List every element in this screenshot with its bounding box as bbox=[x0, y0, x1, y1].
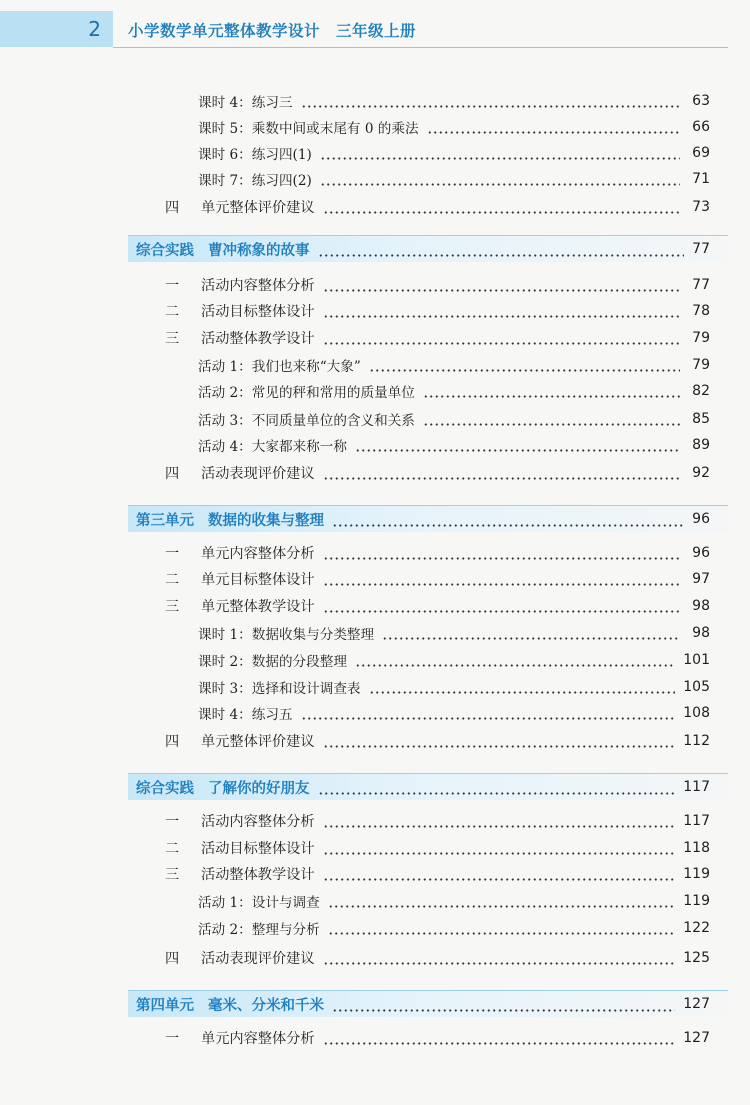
toc-entry-label: 单元内容整体分析 bbox=[201, 546, 315, 562]
toc-page-number: 77 bbox=[692, 241, 710, 257]
toc-page-number: 119 bbox=[683, 866, 710, 882]
toc-page-number: 71 bbox=[692, 171, 710, 187]
dot-leader bbox=[323, 728, 676, 754]
toc-lesson-entry[interactable] bbox=[198, 915, 710, 941]
dot-leader bbox=[323, 540, 680, 566]
dot-leader bbox=[423, 378, 680, 404]
toc-unit-title bbox=[136, 994, 324, 1015]
toc-section-number: 一 bbox=[165, 278, 180, 294]
toc-entry-title bbox=[165, 596, 315, 616]
toc-page-number: 89 bbox=[692, 437, 710, 453]
toc-lesson-entry[interactable] bbox=[198, 432, 710, 458]
toc-section-entry[interactable] bbox=[165, 272, 710, 298]
toc-entry-title bbox=[165, 864, 315, 884]
page-header bbox=[0, 0, 750, 56]
toc-page-number: 96 bbox=[692, 511, 710, 527]
toc-unit-prefix: 第四单元 bbox=[136, 997, 194, 1014]
toc-page-number: 97 bbox=[692, 571, 710, 587]
toc-section-number: 一 bbox=[165, 1031, 180, 1047]
toc-section-entry[interactable] bbox=[165, 593, 710, 619]
dot-leader bbox=[323, 325, 680, 351]
toc-entry-title bbox=[198, 355, 361, 375]
toc-unit-heading[interactable] bbox=[128, 235, 728, 262]
dot-leader bbox=[328, 888, 676, 914]
toc-unit-heading[interactable] bbox=[128, 505, 728, 532]
dot-leader bbox=[323, 861, 676, 887]
dot-leader bbox=[301, 88, 680, 114]
toc-section-entry[interactable] bbox=[165, 808, 710, 834]
toc-entry-title bbox=[165, 328, 315, 348]
dot-leader bbox=[355, 432, 680, 458]
book-title: 小学数学单元整体教学设计 三年级上册 bbox=[128, 22, 417, 40]
toc-entry-label: 单元整体教学设计 bbox=[201, 599, 315, 615]
toc-section-number: 二 bbox=[165, 841, 180, 857]
toc-page-number: 119 bbox=[683, 893, 710, 909]
toc-entry-label: 单元整体评价建议 bbox=[201, 734, 315, 750]
toc-entry-label: 活动目标整体设计 bbox=[201, 841, 315, 857]
toc-unit-prefix: 第三单元 bbox=[136, 512, 194, 529]
toc-entry-label: 活动表现评价建议 bbox=[201, 466, 315, 482]
dot-leader bbox=[332, 506, 684, 533]
toc-entry-title bbox=[165, 543, 315, 563]
toc-entry-label: 课时 4：练习五 bbox=[198, 707, 293, 723]
dot-leader bbox=[423, 406, 680, 432]
toc-lesson-entry[interactable] bbox=[198, 140, 710, 166]
toc-entry-title bbox=[198, 117, 419, 137]
toc-page-number: 69 bbox=[692, 145, 710, 161]
dot-leader bbox=[427, 114, 680, 140]
toc-section-number: 一 bbox=[165, 546, 180, 562]
toc-entry-title bbox=[198, 677, 361, 697]
toc-page-number: 117 bbox=[683, 779, 710, 795]
toc-section-number: 四 bbox=[165, 734, 180, 750]
toc-lesson-entry[interactable] bbox=[198, 888, 710, 914]
toc-entry-title bbox=[165, 838, 315, 858]
toc-page-number: 78 bbox=[692, 303, 710, 319]
toc-page-number: 98 bbox=[692, 625, 710, 641]
toc-lesson-entry[interactable] bbox=[198, 406, 710, 432]
toc-entry-label: 活动 4：大家都来称一称 bbox=[198, 439, 347, 455]
toc-page-number: 112 bbox=[683, 733, 710, 749]
toc-unit-label: 了解你的好朋友 bbox=[208, 780, 310, 797]
toc-entry-label: 课时 7：练习四(2) bbox=[198, 173, 312, 189]
toc-entry-label: 活动 3：不同质量单位的含义和关系 bbox=[198, 413, 415, 429]
toc-page-number: 79 bbox=[692, 330, 710, 346]
toc-entry-title bbox=[198, 169, 312, 189]
toc-entry-label: 活动目标整体设计 bbox=[201, 304, 315, 320]
toc-entry-label: 课时 6：练习四(1) bbox=[198, 147, 312, 163]
toc-entry-label: 单元整体评价建议 bbox=[201, 200, 315, 216]
header-rule bbox=[113, 47, 728, 48]
toc-page-number: 73 bbox=[692, 199, 710, 215]
toc-entry-title bbox=[198, 623, 374, 643]
toc-lesson-entry[interactable] bbox=[198, 352, 710, 378]
toc-entry-label: 课时 3：选择和设计调查表 bbox=[198, 681, 361, 697]
toc-entry-label: 活动整体教学设计 bbox=[201, 331, 315, 347]
toc-unit-prefix: 综合实践 bbox=[136, 242, 194, 259]
toc-entry-label: 课时 1：数据收集与分类整理 bbox=[198, 627, 375, 643]
toc-section-number: 三 bbox=[165, 599, 180, 615]
toc-entry-title bbox=[165, 948, 315, 968]
toc-page-number: 108 bbox=[683, 705, 710, 721]
dot-leader bbox=[318, 774, 676, 801]
toc-section-entry[interactable] bbox=[165, 325, 710, 351]
toc-page-number: 127 bbox=[683, 996, 710, 1012]
toc-page-number: 127 bbox=[683, 1030, 710, 1046]
dot-leader bbox=[323, 945, 676, 971]
toc-section-entry[interactable] bbox=[165, 835, 710, 861]
toc-section-entry[interactable] bbox=[165, 540, 710, 566]
toc-section-entry[interactable] bbox=[165, 728, 710, 754]
toc-page-number: 92 bbox=[692, 465, 710, 481]
toc-section-number: 四 bbox=[165, 466, 180, 482]
toc-section-entry[interactable] bbox=[165, 566, 710, 592]
toc-page-number: 105 bbox=[683, 679, 710, 695]
toc-lesson-entry[interactable] bbox=[198, 647, 710, 673]
toc-lesson-entry[interactable] bbox=[198, 88, 710, 114]
toc-section-entry[interactable] bbox=[165, 1025, 710, 1051]
dot-leader bbox=[382, 620, 680, 646]
toc-lesson-entry[interactable] bbox=[198, 114, 710, 140]
toc-section-number: 四 bbox=[165, 951, 180, 967]
toc-page-number: 77 bbox=[692, 277, 710, 293]
toc-page-number: 96 bbox=[692, 545, 710, 561]
toc-entry-title bbox=[165, 301, 315, 321]
toc-section-number: 一 bbox=[165, 814, 180, 830]
dot-leader bbox=[323, 272, 680, 298]
toc-entry-label: 活动 1：我们也来称“大象” bbox=[198, 359, 361, 375]
toc-section-entry[interactable] bbox=[165, 460, 710, 486]
toc-page-number: 118 bbox=[683, 840, 710, 856]
dot-leader bbox=[320, 166, 680, 192]
toc-entry-title bbox=[198, 435, 347, 455]
toc-entry-label: 单元目标整体设计 bbox=[201, 572, 315, 588]
toc-page-number: 125 bbox=[683, 950, 710, 966]
toc-entry-title bbox=[165, 1028, 315, 1048]
toc-page-number: 117 bbox=[683, 813, 710, 829]
toc-entry-label: 活动 2：常见的秤和常用的质量单位 bbox=[198, 385, 415, 401]
toc-entry-label: 课时 5：乘数中间或末尾有 0 的乘法 bbox=[198, 121, 419, 137]
toc-page-number: 85 bbox=[692, 411, 710, 427]
dot-leader bbox=[301, 700, 676, 726]
toc-entry-title bbox=[198, 650, 347, 670]
toc-page-number: 63 bbox=[692, 93, 710, 109]
dot-leader bbox=[318, 236, 685, 263]
toc-entry-title bbox=[198, 91, 293, 111]
toc-lesson-entry[interactable] bbox=[198, 700, 710, 726]
toc-entry-title bbox=[198, 918, 320, 938]
toc-entry-title bbox=[198, 409, 415, 429]
toc-page-number: 122 bbox=[683, 920, 710, 936]
toc-entry-title bbox=[165, 197, 315, 217]
toc-entry-label: 活动 1：设计与调查 bbox=[198, 895, 320, 911]
toc-unit-title bbox=[136, 239, 310, 260]
dot-leader bbox=[369, 674, 676, 700]
toc-unit-label: 毫米、分米和千米 bbox=[208, 997, 324, 1014]
toc-entry-label: 活动 2：整理与分析 bbox=[198, 922, 320, 938]
dot-leader bbox=[369, 352, 680, 378]
toc-lesson-entry[interactable] bbox=[198, 378, 710, 404]
toc-entry-title bbox=[198, 703, 293, 723]
toc-unit-prefix: 综合实践 bbox=[136, 780, 194, 797]
toc-entry-title bbox=[165, 463, 315, 483]
page-number: 2 bbox=[0, 11, 113, 47]
dot-leader bbox=[323, 194, 680, 220]
toc-page-number: 101 bbox=[683, 652, 710, 668]
dot-leader bbox=[332, 991, 675, 1018]
toc-page-number: 98 bbox=[692, 598, 710, 614]
toc-entry-label: 活动整体教学设计 bbox=[201, 867, 315, 883]
toc-lesson-entry[interactable] bbox=[198, 620, 710, 646]
toc-entry-title bbox=[165, 811, 315, 831]
toc-unit-title bbox=[136, 777, 310, 798]
toc-section-number: 三 bbox=[165, 331, 180, 347]
dot-leader bbox=[323, 593, 680, 619]
toc-unit-title bbox=[136, 509, 324, 530]
dot-leader bbox=[323, 808, 676, 834]
dot-leader bbox=[328, 915, 676, 941]
dot-leader bbox=[323, 298, 680, 324]
toc-entry-title bbox=[165, 569, 315, 589]
toc-section-entry[interactable] bbox=[165, 945, 710, 971]
toc-page-number: 66 bbox=[692, 119, 710, 135]
toc-page-number: 82 bbox=[692, 383, 710, 399]
toc-unit-heading[interactable] bbox=[128, 990, 728, 1017]
toc-entry-title bbox=[198, 381, 415, 401]
dot-leader bbox=[323, 566, 680, 592]
dot-leader bbox=[323, 835, 676, 861]
toc-entry-title bbox=[165, 731, 315, 751]
toc-entry-label: 课时 4：练习三 bbox=[198, 95, 293, 111]
toc-section-number: 三 bbox=[165, 867, 180, 883]
dot-leader bbox=[355, 647, 675, 673]
toc-entry-label: 课时 2：数据的分段整理 bbox=[198, 654, 347, 670]
dot-leader bbox=[320, 140, 680, 166]
toc-section-entry[interactable] bbox=[165, 298, 710, 324]
toc-lesson-entry[interactable] bbox=[198, 166, 710, 192]
toc-unit-label: 曹冲称象的故事 bbox=[208, 242, 310, 259]
toc-section-entry[interactable] bbox=[165, 861, 710, 887]
toc-entry-title bbox=[198, 143, 312, 163]
toc-entry-label: 活动内容整体分析 bbox=[201, 278, 315, 294]
toc-section-number: 二 bbox=[165, 304, 180, 320]
toc-entry-title bbox=[198, 891, 320, 911]
toc-section-number: 二 bbox=[165, 572, 180, 588]
toc-section-entry[interactable] bbox=[165, 194, 710, 220]
toc-lesson-entry[interactable] bbox=[198, 674, 710, 700]
toc-unit-heading[interactable] bbox=[128, 773, 728, 800]
dot-leader bbox=[323, 1025, 676, 1051]
toc-entry-label: 活动内容整体分析 bbox=[201, 814, 315, 830]
toc-entry-title bbox=[165, 275, 315, 295]
toc-page-number: 79 bbox=[692, 357, 710, 373]
toc-section-number: 四 bbox=[165, 200, 180, 216]
toc-entry-label: 活动表现评价建议 bbox=[201, 951, 315, 967]
dot-leader bbox=[323, 460, 680, 486]
toc-entry-label: 单元内容整体分析 bbox=[201, 1031, 315, 1047]
toc-unit-label: 数据的收集与整理 bbox=[208, 512, 324, 529]
